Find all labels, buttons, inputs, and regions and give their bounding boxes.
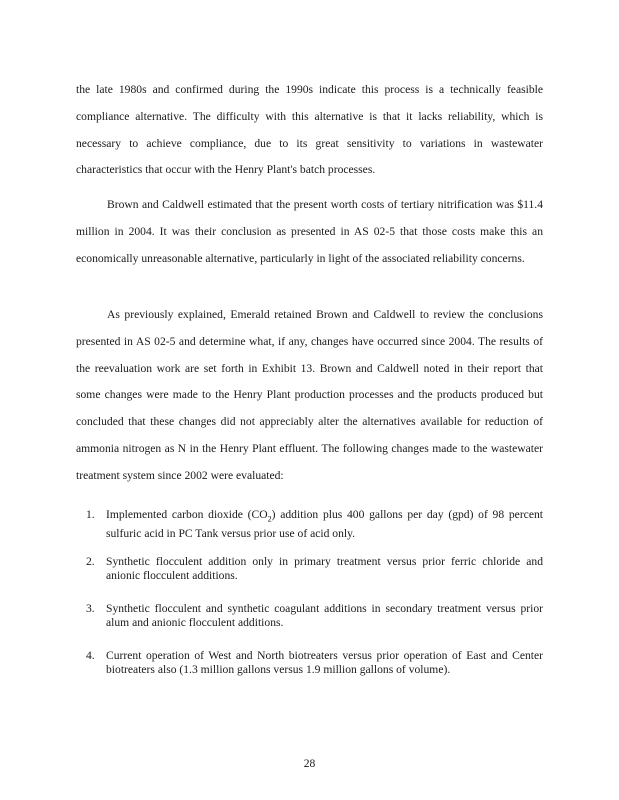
list-item-text [106,508,543,541]
list-item-text: Synthetic flocculent addition only in primary treatment versus prior ferric chloride and anionic flocculent additions. [106,555,543,583]
paragraph-continued: the late 1980s and confirmed during the 1990s indicate this process is a technically feasible compliance alternative. The difficulty with this alternative is that it lacks reliability, which is necessary to achieve compliance, due to its great sensitivity to variations in wastewater characteristics that occur with the Henry Plant's batch processes. [76,83,543,177]
subscript-two: 2 [267,514,272,524]
list-item-number: 2. [86,555,95,568]
list-item-text: Current operation of West and North biotreaters versus prior operation of East and Center biotreaters also (1.3 million gallons versus 1.9 million gallons of volume). [106,649,543,677]
list-item-text: Synthetic flocculent and synthetic coagulant additions in secondary treatment versus prior alum and anionic flocculent additions. [106,602,543,630]
list-item-number: 4. [86,649,95,662]
list-item-text-start: Implemented carbon dioxide (CO [106,508,268,521]
paragraph-reevaluation: As previously explained, Emerald retained Brown and Caldwell to review the conclusions presented in AS 02-5 and determine what, if any, changes have occurred since 2004. The results of the reevaluation work are set forth in Exhibit 13. Brown and Caldwell noted in their report that some changes were made to the Henry Plant production processes and the products produced but concluded that these changes did not appreciably alter the alternatives available for reduction of ammonia nitrogen as N in the Henry Plant effluent. The following changes made to the wastewater treatment system since 2002 were evaluated: [76,308,543,482]
list-item-number: 3. [86,602,95,615]
page-number: 28 [303,757,316,770]
list-item-number: 1. [86,508,95,521]
list-item-text-end: ) addition plus 400 gallons per day (gpd) of 98 percent sulfuric acid in PC Tank versus prior use of acid only. [106,508,543,540]
paragraph-cost-estimate: Brown and Caldwell estimated that the present worth costs of tertiary nitrification was $11.4 million in 2004. It was their conclusion as presented in AS 02-5 that those costs make this an economically unreasonable alternative, particularly in light of the associated reliability concerns. [76,198,543,265]
